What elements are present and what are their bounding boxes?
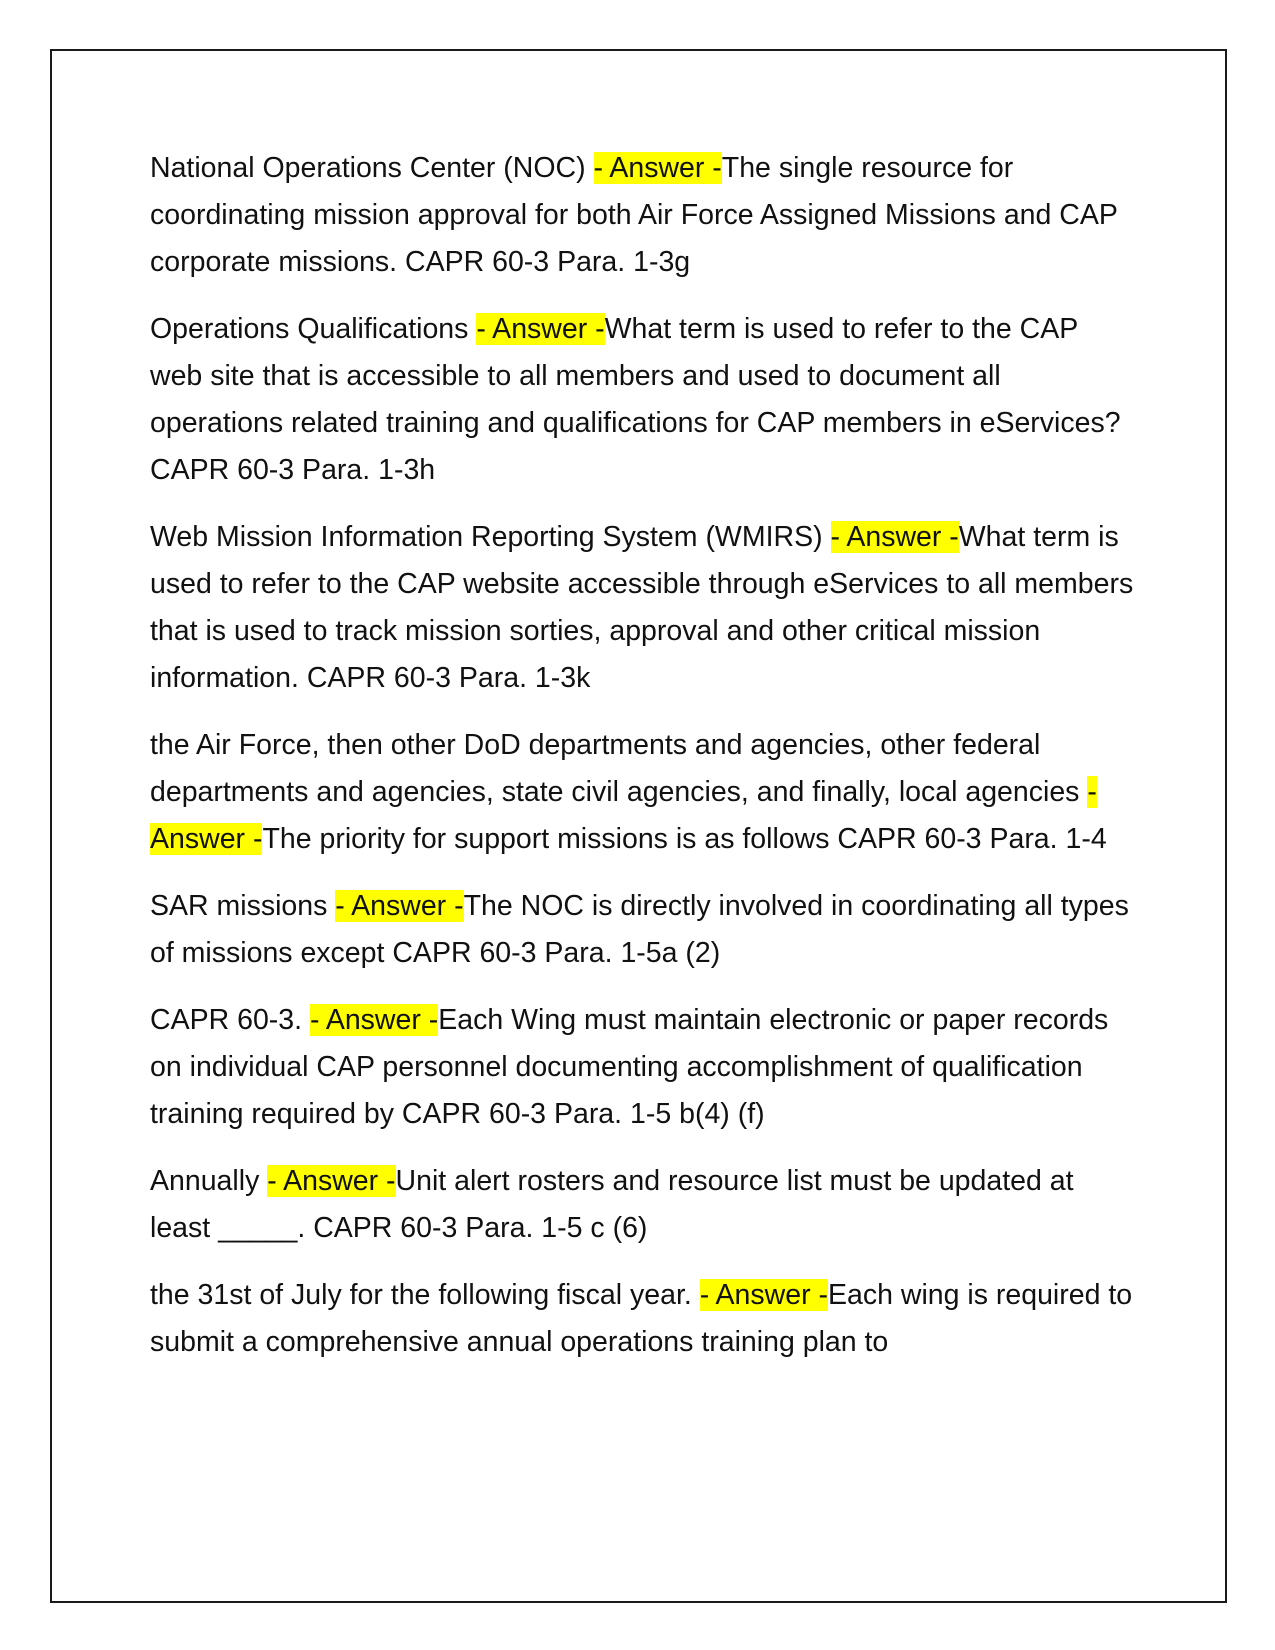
definition: Each Wing must maintain electronic or paper records on individual CAP personnel documenting accomplishment of qualification training required by CAPR 60-3 Para. 1-5 b(4) (f) bbox=[150, 1004, 1109, 1130]
answer-marker: - Answer - bbox=[593, 152, 722, 184]
answer-marker: - Answer - bbox=[309, 1004, 439, 1036]
definition: Each wing is required to submit a comprehensive annual operations training plan to bbox=[150, 1279, 1133, 1358]
answer-marker: - Answer - bbox=[150, 776, 1097, 855]
term: National Operations Center (NOC) bbox=[150, 152, 594, 184]
qa-entry bbox=[150, 145, 1135, 286]
answer-marker: - Answer - bbox=[699, 1279, 828, 1311]
definition: The single resource for coordinating mission approval for both Air Force Assigned Missions and CAP corporate missions. CAPR 60-3 Para. 1-3g bbox=[150, 152, 1118, 278]
definition: The NOC is directly involved in coordinating all types of missions except CAPR 60-3 Para. 1-5a (2) bbox=[150, 890, 1129, 969]
term: the 31st of July for the following fiscal year. bbox=[150, 1279, 700, 1311]
document-body bbox=[150, 145, 1135, 1386]
definition: The priority for support missions is as follows CAPR 60-3 Para. 1-4 bbox=[262, 823, 1107, 855]
term: Web Mission Information Reporting System (WMIRS) bbox=[150, 521, 831, 553]
answer-marker: - Answer - bbox=[476, 313, 605, 345]
qa-entry bbox=[150, 883, 1135, 977]
answer-marker: - Answer - bbox=[830, 521, 959, 553]
answer-marker: - Answer - bbox=[335, 890, 464, 922]
term: Operations Qualifications bbox=[150, 313, 477, 345]
answer-marker: - Answer - bbox=[267, 1165, 396, 1197]
term: SAR missions bbox=[150, 890, 336, 922]
qa-entry bbox=[150, 997, 1135, 1138]
qa-entry bbox=[150, 306, 1135, 494]
definition: What term is used to refer to the CAP website accessible through eServices to all members that is used to track mission sorties, approval and other critical mission information. CAPR 60-3 Para. 1-3k bbox=[150, 521, 1134, 694]
qa-entry bbox=[150, 514, 1135, 702]
definition: Unit alert rosters and resource list must be updated at least _____. CAPR 60-3 Para. 1-5 c (6) bbox=[150, 1165, 1074, 1244]
qa-entry bbox=[150, 722, 1135, 863]
term: CAPR 60-3. bbox=[150, 1004, 310, 1036]
term: the Air Force, then other DoD departments and agencies, other federal departments and agencies, state civil agencies, and finally, local agencies bbox=[150, 729, 1088, 808]
qa-entry bbox=[150, 1158, 1135, 1252]
definition: What term is used to refer to the CAP web site that is accessible to all members and used to document all operations related training and qualifications for CAP members in eServices? CAPR 60-3 Para. 1-3h bbox=[150, 313, 1121, 486]
term: Annually bbox=[150, 1165, 268, 1197]
qa-entry bbox=[150, 1272, 1135, 1366]
